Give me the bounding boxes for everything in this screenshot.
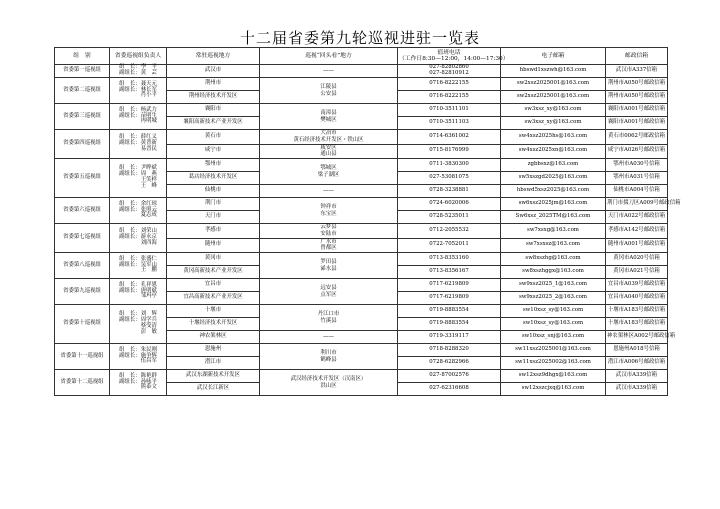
email-address[interactable]: hbswd1xszwh@163.com: [501, 65, 606, 78]
duty-phone: [398, 185, 501, 198]
postbox: 十堰市A183号邮政信箱: [606, 305, 668, 318]
group-name: 省委第五巡视组: [55, 159, 110, 198]
site-name: 襄阳市: [167, 104, 260, 117]
phone-number: 0719-3319117: [429, 333, 469, 340]
site-name: 十堰经济技术开发区: [167, 318, 260, 331]
leader-line: 组 长：朱民刚: [119, 346, 157, 353]
phone-number: 0728-6282966: [429, 359, 469, 366]
site-name: 武汉长江新区: [167, 383, 260, 396]
leader-line: 组 长：孔祥恩: [119, 281, 157, 288]
leader-line: 夏志成: [119, 212, 157, 219]
group-name: 省委第一巡视组: [55, 65, 110, 78]
phone-number: 0713-8356167: [429, 268, 469, 275]
leader-line: 副组长：唐明斌: [119, 287, 157, 294]
header-phone: [398, 48, 509, 65]
phone-number: 0722-7052011: [429, 241, 469, 248]
county-line: 公安县: [320, 90, 337, 97]
site-name: 神农架林区: [167, 331, 260, 344]
postbox: 咸宁市A026号邮政信箱: [606, 144, 668, 159]
review-counties: [260, 305, 398, 331]
county-line: 咸安区: [320, 144, 337, 151]
leader-line: 副组长：孙咏平: [119, 378, 157, 385]
duty-phone: [398, 211, 501, 224]
site-name: 鄂州市: [167, 159, 260, 172]
site-name: 武汉市: [167, 65, 260, 78]
phone-number: 0718-8288320: [429, 346, 469, 353]
county-line: 大冶市: [320, 130, 337, 136]
duty-phone: [398, 78, 501, 91]
postbox: 鄂州市A031号信箱: [606, 172, 668, 185]
group-leaders: [110, 305, 167, 344]
group-leaders: [110, 159, 167, 198]
leader-line: 副组长：游永京: [119, 234, 157, 241]
review-counties: [260, 224, 398, 239]
group-leaders: [110, 224, 167, 253]
leader-line: 组 长：尹晔斌: [119, 165, 157, 172]
group-leaders: [110, 130, 167, 159]
county-line: ——: [323, 187, 334, 194]
county-line: 南漳县: [320, 109, 337, 116]
postbox: 武汉市A339信箱: [606, 383, 668, 396]
group-name: 省委第九巡视组: [55, 279, 110, 305]
site-name: 潜江市: [167, 357, 260, 370]
header-email: 电子邮箱: [501, 48, 606, 65]
postbox: 潜江市A006号邮政信箱: [606, 357, 668, 370]
email-address[interactable]: sw12xszcjxq@163.com: [501, 383, 606, 396]
email-address[interactable]: sw4xsz2025hs@163.com: [501, 130, 606, 145]
postbox: 十堰市A183号邮政信箱: [606, 318, 668, 331]
county-line: 黄石经济技术开发区・铁山区: [293, 136, 364, 143]
duty-phone: [398, 253, 501, 266]
email-address[interactable]: sw2xsz2025001@163.com: [501, 91, 606, 104]
duty-phone: [398, 104, 501, 117]
review-counties: [260, 65, 398, 78]
email-address[interactable]: sw9xsz2025_1@163.com: [501, 279, 606, 292]
group-name: 省委第四巡视组: [55, 130, 110, 159]
county-line: 广水市: [320, 238, 337, 245]
phone-number: 0728-5235011: [429, 213, 469, 220]
header-group: 组 别: [55, 48, 110, 65]
leader-line: 副组长：林长军: [119, 86, 157, 93]
postbox: 鄂州市A030号信箱: [606, 159, 668, 172]
leader-line: 熊泰文: [119, 384, 157, 391]
phone-number: 0719-8883554: [429, 320, 469, 327]
duty-phone: [398, 159, 501, 172]
site-name: 天门市: [167, 211, 260, 224]
phone-number: 0717-6219809: [429, 281, 469, 288]
postbox: 恩施州A018号信箱: [606, 344, 668, 357]
county-line: 竹溪县: [320, 317, 337, 324]
leader-line: 副组长：吴军山: [119, 261, 157, 268]
review-counties: [260, 370, 398, 396]
group-name: 省委第十二巡视组: [55, 370, 110, 396]
phone-number: 027-82810912: [429, 70, 469, 76]
county-line: 鄂城区: [320, 164, 337, 171]
group-leaders: [110, 253, 167, 279]
site-name: 襄阳高新技术产业开发区: [167, 117, 260, 130]
email-address[interactable]: sw4xsz2025xn@163.com: [501, 144, 606, 159]
header-leaders: 省委巡视组负责人: [110, 48, 167, 65]
phone-number: 0716-8222155: [429, 80, 469, 87]
county-line: 通山县: [320, 151, 337, 158]
group-name: 省委第十一巡视组: [55, 344, 110, 370]
site-name: 荆州市: [167, 78, 260, 91]
county-line: 点军区: [320, 291, 337, 298]
site-name: 咸宁市: [167, 144, 260, 159]
postbox: 天门市A022号邮政信箱: [606, 211, 668, 224]
postbox: 荆州市A050号邮政信箱: [606, 78, 668, 91]
county-line: 远安县: [320, 284, 337, 291]
group-name: 省委第八巡视组: [55, 253, 110, 279]
email-address[interactable]: sw10xsz_sy@163.com: [501, 318, 606, 331]
email-address[interactable]: sw12xsz9dhgx@163.com: [501, 370, 606, 383]
county-line: 江陵县: [320, 83, 337, 90]
county-line: 洪山区: [320, 382, 337, 389]
site-name: 荆州经济技术开发区: [167, 91, 260, 104]
leader-line: 副组长：黄 芸: [119, 70, 157, 76]
email-address[interactable]: zgbbsxz@163.com: [501, 159, 606, 172]
site-name: 葛店经济技术开发区: [167, 172, 260, 185]
county-line: 利川市: [320, 349, 337, 356]
phone-number: 0710-3511101: [429, 106, 469, 113]
document-title: 十二届省委第九轮巡视进驻一览表: [239, 29, 480, 47]
leader-line: 组 长：刘 辉: [119, 311, 157, 318]
review-counties: [260, 130, 398, 145]
duty-phone: [398, 238, 501, 253]
county-line: 丹江口市: [317, 310, 340, 317]
review-counties: [260, 104, 398, 130]
county-line: ——: [323, 67, 334, 74]
email-address[interactable]: sw11xsz2025002@163.com: [501, 357, 606, 370]
county-line: 樊城区: [320, 116, 337, 123]
header-row: [55, 48, 668, 65]
leader-line: 副组长：张照云: [119, 206, 157, 213]
county-line: 罗田县: [320, 258, 337, 265]
postbox: 黄石市0062号邮政信箱: [606, 130, 668, 145]
duty-phone: [398, 224, 501, 239]
postbox: 随州市A001号邮政信箱: [606, 238, 668, 253]
header-counties: 巡视“回头看”地方: [260, 48, 398, 65]
phone-number: 027-62316608: [429, 385, 469, 392]
group-leaders: [110, 65, 167, 78]
county-line: 东宝区: [320, 210, 337, 217]
email-address[interactable]: sw7xsxg@163.com: [501, 224, 606, 239]
group-name: 省委第七巡视组: [55, 224, 110, 253]
email-address[interactable]: sw3xsz_xy@163.com: [501, 104, 606, 117]
postbox: 襄阳市A001号邮政信箱: [606, 104, 668, 117]
review-counties: [260, 344, 398, 370]
email-address[interactable]: sw5xszgd2025@163.com: [501, 172, 606, 185]
phone-number: 0713-8353160: [429, 255, 469, 262]
group-name: 省委第十巡视组: [55, 305, 110, 344]
review-counties: [260, 253, 398, 279]
postbox: 荆州市A050号邮政信箱: [606, 91, 668, 104]
email-address[interactable]: Sw6xsz_2025TM@163.com: [501, 211, 606, 224]
site-name: 恩施州: [167, 344, 260, 357]
county-line: 曾都区: [320, 245, 337, 252]
group-name: 省委第三巡视组: [55, 104, 110, 130]
group-leaders: [110, 104, 167, 130]
email-address[interactable]: sw11xsz2025001@163.com: [501, 344, 606, 357]
site-name: 黄石市: [167, 130, 260, 145]
leader-line: 组 长：李 平: [119, 64, 157, 71]
table-row: [55, 224, 668, 239]
group-leaders: [110, 279, 167, 305]
leader-line: 冉明城: [119, 118, 157, 125]
duty-phone: [398, 266, 501, 279]
group-leaders: [110, 370, 167, 396]
duty-phone: [398, 383, 501, 396]
leader-line: 副组长：苗明生: [119, 112, 157, 119]
group-leaders: [110, 198, 167, 224]
leader-line: 组 长：张盛仁: [119, 255, 157, 262]
duty-phone: [398, 144, 501, 159]
duty-phone: [398, 305, 501, 318]
table-row: [55, 344, 668, 357]
site-name: 孝感市: [167, 224, 260, 239]
postbox: 荆门市掇刀区A009号邮政信箱: [606, 198, 668, 211]
table-row: [55, 130, 668, 145]
duty-phone: [398, 91, 501, 104]
site-name: 随州市: [167, 238, 260, 253]
postbox: 黄冈市A020号信箱: [606, 253, 668, 266]
duty-phone: [398, 279, 501, 292]
phone-number: 0719-8883554: [429, 307, 469, 314]
email-address[interactable]: sw3xsz_xy@163.com: [501, 117, 606, 130]
leader-line: 伍昌军: [119, 358, 157, 365]
postbox: 黄冈市A021号信箱: [606, 266, 668, 279]
site-name: 荆门市: [167, 198, 260, 211]
site-name: 十堰市: [167, 305, 260, 318]
duty-phone: [398, 292, 501, 305]
review-counties: [260, 159, 398, 185]
duty-phone: [398, 172, 501, 185]
leader-line: 刘四海: [119, 239, 157, 246]
site-name: 武汉东湖新技术开发区: [167, 370, 260, 383]
postbox: 宜昌市A040号邮政信箱: [606, 292, 668, 305]
review-counties: [260, 185, 398, 198]
site-name: 宜昌市: [167, 279, 260, 292]
review-counties: [260, 144, 398, 159]
site-name: 黄冈高新技术产业开发区: [167, 266, 260, 279]
email-address[interactable]: sw10xsz_sy@163.com: [501, 305, 606, 318]
table-row: [55, 279, 668, 292]
header-site: 常驻巡视地方: [167, 48, 260, 65]
leader-line: 易晋民: [119, 145, 157, 152]
group-name: 省委第二巡视组: [55, 78, 110, 104]
county-line: ——: [323, 333, 334, 340]
phone-number: 0714-6361002: [429, 132, 469, 139]
leader-line: 组 长：薛红义: [119, 134, 157, 141]
duty-phone: [398, 117, 501, 130]
leader-line: 副组长：周学兵: [119, 317, 157, 324]
site-name: 黄冈市: [167, 253, 260, 266]
phone-number: 027-53081075: [429, 174, 469, 181]
postbox: 神农架林区A002号邮政信箱: [606, 331, 668, 344]
table-row: [55, 65, 668, 78]
email-address[interactable]: sw8xszhg@163.com: [501, 253, 606, 266]
leader-line: 组 长：刘荣山: [119, 228, 157, 235]
leader-line: 王笑样: [119, 177, 157, 183]
county-line: 武汉经济技术开发区（汉南区）: [290, 375, 367, 382]
phone-number: 0728-3238881: [429, 187, 469, 194]
email-address[interactable]: sw8xszhggx@163.com: [501, 266, 606, 279]
leader-line: 邹玛亭: [119, 293, 157, 300]
county-line: 云梦县: [320, 224, 337, 230]
email-address[interactable]: sw6xsz2025jm@163.com: [501, 198, 606, 211]
review-counties: [260, 198, 398, 224]
leader-line: 组 长：余红琼: [119, 200, 157, 207]
duty-phone: [398, 130, 501, 145]
leader-line: 肖小平: [119, 92, 157, 99]
phone-number: 0711-3830300: [429, 161, 469, 168]
county-line: 梁子湖区: [317, 171, 340, 178]
email-address[interactable]: hbswd5xsz2025@163.com: [501, 185, 606, 198]
leader-line: 组 长：陈艳群: [119, 372, 157, 379]
header-phone-hours: （工作日8:30—12:00，14:00—17:30）: [399, 56, 509, 62]
table-row: [55, 159, 668, 172]
site-name: 仙桃市: [167, 185, 260, 198]
email-address[interactable]: sw2xsz2025001@163.com: [501, 78, 606, 91]
county-line: 浠水县: [320, 265, 337, 272]
postbox: 武汉市A339信箱: [606, 370, 668, 383]
duty-phone: [398, 370, 501, 383]
phone-number: 027-87002576: [429, 372, 469, 379]
table-body: [55, 64, 681, 396]
group-name: 省委第六巡视组: [55, 198, 110, 224]
duty-phone: [398, 318, 501, 331]
postbox: 孝感市A142号邮政信箱: [606, 224, 668, 239]
table-row: [55, 370, 668, 383]
leader-line: 王 鹏: [119, 267, 157, 274]
postbox: 仙桃市A004号信箱: [606, 185, 668, 198]
leader-line: 副组长：施争辉: [119, 352, 157, 359]
phone-number: 0716-8222155: [429, 93, 469, 100]
duty-phone: [398, 357, 501, 370]
review-counties: [260, 238, 398, 253]
review-counties: [260, 331, 398, 344]
leader-line: 彭 敏: [119, 328, 157, 335]
postbox: 宜昌市A039号邮政信箱: [606, 279, 668, 292]
header-phone-title: 值班电话: [437, 49, 461, 56]
table-row: [55, 305, 668, 318]
phone-number: 027-82802860: [429, 64, 469, 71]
header-postbox: 邮政信箱: [606, 48, 668, 65]
leader-line: 王 峰: [119, 182, 157, 189]
leader-line: 组 长：聂天元: [119, 80, 157, 87]
table-row: [55, 198, 668, 211]
leader-line: 蔡受清: [119, 323, 157, 329]
review-counties: [260, 78, 398, 104]
group-leaders: [110, 78, 167, 104]
leader-line: 副组长：周 燕: [119, 171, 157, 178]
email-address[interactable]: sw7xsxsz@163.com: [501, 238, 606, 253]
duty-phone: [398, 331, 501, 344]
duty-phone: [398, 65, 501, 78]
table-row: [55, 78, 668, 91]
county-line: 安陆市: [320, 230, 337, 237]
phone-number: 0712-2055532: [429, 226, 469, 233]
group-leaders: [110, 344, 167, 370]
email-address[interactable]: sw9xsz2025_2@163.com: [501, 292, 606, 305]
phone-number: 0710-3511103: [429, 119, 469, 126]
duty-phone: [398, 344, 501, 357]
review-counties: [260, 279, 398, 305]
phone-number: 0717-6219809: [429, 294, 469, 301]
phone-number: 0724-6020006: [429, 200, 469, 207]
postbox: 武汉市A337信箱: [606, 65, 668, 78]
duty-phone: [398, 198, 501, 211]
email-address[interactable]: sw10xsz_snj@163.com: [501, 331, 606, 344]
county-line: 钟祥市: [320, 203, 337, 210]
leader-line: 副组长：黄普新: [119, 140, 157, 147]
table-row: [55, 104, 668, 117]
leader-line: 组 长：杨武力: [119, 106, 157, 113]
site-name: 宜昌高新技术产业开发区: [167, 292, 260, 305]
county-line: 鹤峰县: [320, 356, 337, 363]
inspection-table: [54, 47, 681, 396]
postbox: 襄阳市A001号邮政信箱: [606, 117, 668, 130]
phone-number: 0715-8176999: [429, 147, 469, 154]
table-row: [55, 253, 668, 266]
